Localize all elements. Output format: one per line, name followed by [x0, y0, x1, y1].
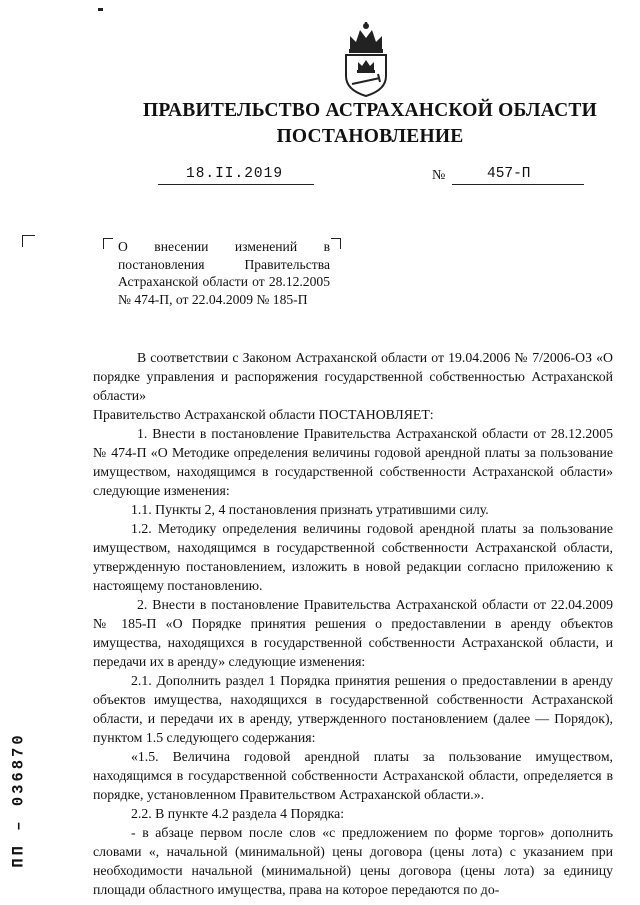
- government-name: ПРАВИТЕЛЬСТВО АСТРАХАНСКОЙ ОБЛАСТИ: [143, 100, 597, 121]
- number-label: №: [432, 168, 446, 183]
- paragraph-item-1-1: 1.1. Пункты 2, 4 постановления признать утратившими силу.: [131, 502, 489, 517]
- document-number: 457-П: [487, 166, 531, 182]
- paragraph-item-2: 2. Внести в постановление Правительства Астраханской области от 22.04.2009 № 185-П «О Порядке принятия решения о предоставлении в аренду объектов имущества, находящихся в государственной собственности Астраханской области, и передачи их в аренду» следующие изменения:: [93, 597, 613, 669]
- coat-of-arms-icon: [336, 20, 396, 98]
- paragraph-quote-1-5: «1.5. Величина годовой арендной платы за пользование имуществом, находящимся в государственной собственности Астраханской области, определяется в порядке, установленном Правительством Астраханской области.».: [93, 749, 613, 802]
- document-title: О внесении изменений в постановления Правительства Астраханской области от 28.12.2005 № 474-П, от 22.04.2009 № 185-П: [118, 239, 330, 307]
- paragraph-resolves: Правительство Астраханской области ПОСТАНОВЛЯЕТ:: [93, 407, 434, 422]
- title-bracket-right: [331, 238, 341, 249]
- title-bracket-left: [103, 238, 113, 249]
- number-underline: [452, 184, 584, 185]
- form-serial-number: [4, 732, 34, 868]
- paragraph-item-1-2: 1.2. Методику определения величины годовой арендной платы за пользование имуществом, находящимся в государственной собственности Астраханской области, утвержденную постановлением, изложить в новой редакции согласно приложению к настоящему постановлению.: [93, 521, 613, 593]
- address-corner-mark: [22, 235, 35, 247]
- document-body: [93, 348, 613, 899]
- paragraph-item-1: 1. Внести в постановление Правительства Астраханской области от 28.12.2005 № 474-П «О Методике определения величины годовой арендной платы за пользование имуществом, находящимся в государственной собственности Астраханской области» следующие изменения:: [93, 426, 613, 498]
- date-underline: [158, 184, 314, 185]
- scan-mark: [98, 8, 103, 11]
- paragraph-amendment: - в абзаце первом после слов «с предложением по форме торгов» дополнить словами «, начальной (минимальной) цены договора (цены лота) с указанием при необходимости начальной (минимальной) цены договора (цены лота) за единицу площади областного имущества, права на которое передаются по до-: [93, 825, 613, 897]
- document-date: 18.II.2019: [186, 166, 284, 182]
- serial-text: ПП – 036870: [10, 732, 29, 868]
- paragraph-item-2-2: 2.2. В пункте 4.2 раздела 4 Порядка:: [131, 806, 345, 821]
- paragraph-item-2-1: 2.1. Дополнить раздел 1 Порядка принятия решения о предоставлении в аренду объектов имущества, находящихся в государственной собственности Астраханской области, и передачи их в аренду, утвержденного постановлением (далее — Порядок), пунктом 1.5 следующего содержания:: [93, 673, 613, 745]
- document-type: ПОСТАНОВЛЕНИЕ: [276, 126, 464, 147]
- paragraph-preamble: В соответствии с Законом Астраханской области от 19.04.2006 № 7/2006-ОЗ «О порядке управления и распоряжения государственной собственностью Астраханской области»: [93, 350, 613, 403]
